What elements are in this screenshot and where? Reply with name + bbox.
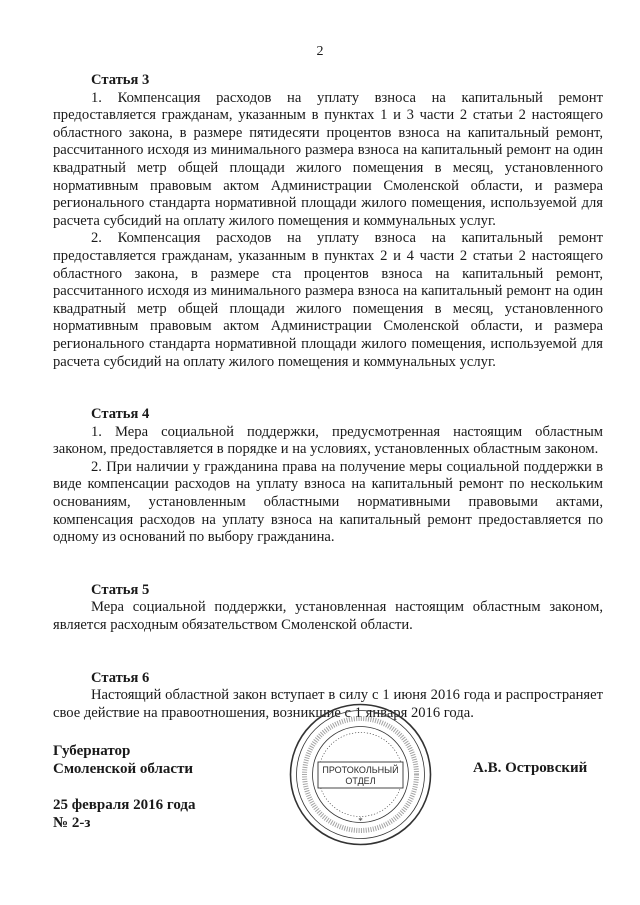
- article-3: [53, 72, 603, 371]
- article-paragraph: 2. При наличии у гражданина права на получение меры социальной поддержки в виде компенсации расходов на уплату взноса на капитальный ремонт по нескольким основаниям, установленным областными нормативными правовыми актами, компенсация расходов на уплату взноса на капитальный ремонт предоставляется по одному из оснований по выбору гражданина.: [53, 458, 603, 546]
- article-paragraph: Мера социальной поддержки, установленная настоящим областным законом, является расходным обязательством Смоленской области.: [53, 599, 603, 634]
- document-number: № 2-з: [53, 815, 91, 831]
- article-paragraph: Настоящий областной закон вступает в силу с 1 июня 2016 года и распространяет свое действие на правоотношения, возникшие с 1 января 2016 года.: [53, 687, 603, 721]
- article-4: [53, 406, 603, 547]
- official-stamp: [288, 702, 433, 847]
- stamp-line: ПРОТОКОЛЬНЫЙ: [322, 765, 399, 775]
- signatory-position: [53, 742, 253, 778]
- document-body: [53, 72, 603, 722]
- article-heading: Статья 5: [91, 581, 150, 598]
- svg-text:*: *: [358, 816, 363, 826]
- article-heading: Статья 4: [91, 406, 150, 423]
- article-5: [53, 582, 603, 635]
- article-paragraph: 1. Компенсация расходов на уплату взноса на капитальный ремонт предоставляется гражданам, указанным в пунктах 1 и 3 части 2 статьи 2 настоящего областного закона, в размере пятидесяти процентов взноса на капитальный ремонт, рассчитанного исходя из минимального размера взноса на капитальный ремонт на один квадратный метр общей площади жилого помещения в месяц, установленного нормативным правовым актом Администрации Смоленской области, и размера регионального стандарта нормативной площади жилого помещения, используемой для расчета субсидий на оплату жилого помещения и коммунальных услуг.: [53, 89, 603, 229]
- article-paragraph: 1. Мера социальной поддержки, предусмотренная настоящим областным законом, предоставляется в порядке и на условиях, установленных областным законом.: [53, 423, 603, 458]
- signature-date: 25 февраля 2016 года: [53, 797, 196, 813]
- stamp-line: ОТДЕЛ: [345, 776, 376, 786]
- page-number: 2: [316, 44, 324, 59]
- signatory-name: А.В. Островский: [473, 760, 588, 776]
- position-line: Губернатор: [53, 743, 131, 759]
- stamp-label: [318, 765, 403, 787]
- article-heading: Статья 6: [91, 669, 150, 686]
- article-heading: Статья 3: [91, 72, 150, 88]
- article-paragraph: 2. Компенсация расходов на уплату взноса на капитальный ремонт предоставляется гражданам, указанным в пунктах 2 и 4 части 2 статьи 2 настоящего областного закона, в размере ста процентов взноса на капитальный ремонт, рассчитанного исходя из минимального размера взноса на капитальный ремонт на один квадратный метр общей площади жилого помещения в месяц, установленного нормативным правовым актом Администрации Смоленской области, и размера регионального стандарта нормативной площади жилого помещения, используемой для расчета субсидий на оплату жилого помещения и коммунальных услуг.: [53, 230, 603, 370]
- signature-date-block: [53, 796, 273, 832]
- position-line: Смоленской области: [53, 761, 194, 777]
